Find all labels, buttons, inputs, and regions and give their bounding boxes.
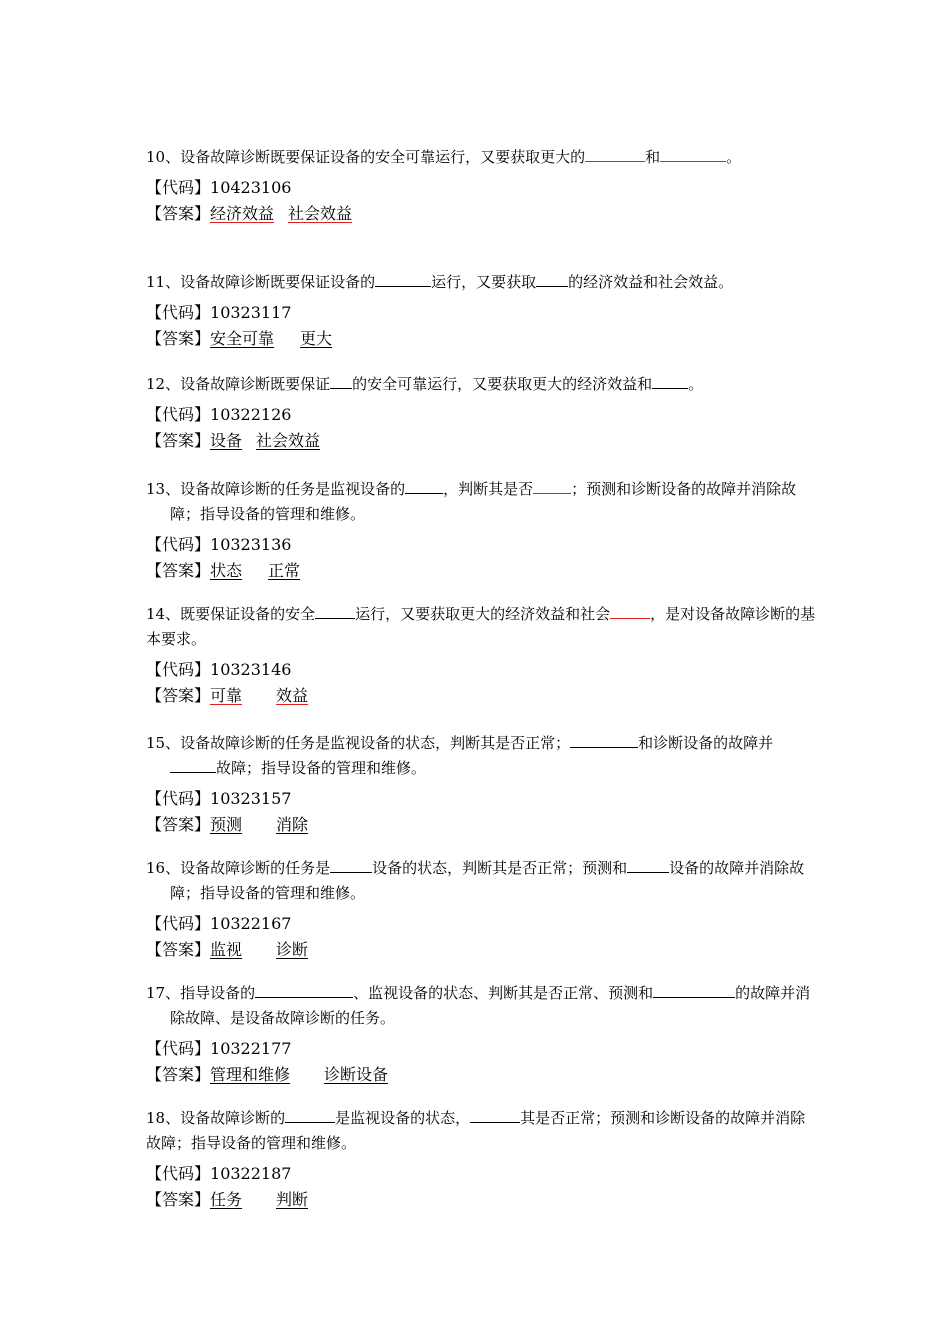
answer-2: 社会效益 [288, 204, 353, 223]
answer-1: 管理和维修 [210, 1065, 291, 1084]
question-10 [146, 145, 816, 227]
answer-line: 【答案】经济效益 社会效益 [146, 204, 353, 223]
question-code: 10322167 [210, 914, 292, 933]
fill-blank [170, 756, 216, 773]
fill-blank [533, 477, 571, 494]
fill-blank [315, 602, 355, 619]
answer-line: 【答案】管理和维修 诊断设备 [146, 1065, 389, 1084]
code-line: 【代码】10423106 [146, 178, 292, 197]
answer-2: 消除 [276, 815, 309, 834]
answer-2: 效益 [276, 686, 309, 705]
answer-1: 预测 [210, 815, 243, 834]
fill-blank [330, 372, 352, 389]
question-code: 10323157 [210, 789, 292, 808]
question-text: 12、设备故障诊断既要保证 的安全可靠运行，又要获取更大的经济效益和 。 [146, 372, 816, 397]
answer-line: 【答案】预测 消除 [146, 815, 309, 834]
answer-line: 【答案】设备 社会效益 [146, 431, 321, 450]
question-13 [146, 477, 816, 584]
fill-blank [570, 731, 638, 748]
question-code: 10323136 [210, 535, 292, 554]
fill-blank [660, 145, 726, 162]
question-code: 10323146 [210, 660, 292, 679]
answer-2: 正常 [268, 561, 301, 580]
code-line: 【代码】10323157 [146, 789, 292, 808]
question-18 [146, 1106, 816, 1213]
fill-blank [470, 1106, 520, 1123]
question-text: 16、设备故障诊断的任务是 设备的状态，判断其是否正常；预测和 设备的故障并消除故障；指导设备的管理和维修。 [146, 856, 816, 906]
answer-2: 判断 [276, 1190, 309, 1209]
fill-blank [330, 856, 372, 873]
answer-1: 任务 [210, 1190, 243, 1209]
answer-2: 诊断 [276, 940, 309, 959]
answer-1: 状态 [210, 561, 243, 580]
fill-blank [585, 145, 645, 162]
answer-1: 设备 [210, 431, 243, 450]
code-line: 【代码】10323136 [146, 535, 292, 554]
code-line: 【代码】10322167 [146, 914, 292, 933]
fill-blank [536, 270, 568, 287]
answer-line: 【答案】监视 诊断 [146, 940, 309, 959]
fill-blank [653, 981, 735, 998]
question-16 [146, 856, 816, 963]
answer-2: 社会效益 [256, 431, 321, 450]
question-code: 10322126 [210, 405, 292, 424]
answer-2: 诊断设备 [324, 1065, 389, 1084]
fill-blank [627, 856, 669, 873]
question-text: 10、设备故障诊断既要保证设备的安全可靠运行，又要获取更大的 和 。 [146, 145, 816, 170]
answer-1: 监视 [210, 940, 243, 959]
answer-1: 安全可靠 [210, 329, 275, 348]
fill-blank [610, 602, 650, 619]
answer-line: 【答案】任务 判断 [146, 1190, 309, 1209]
answer-line: 【答案】安全可靠 更大 [146, 329, 333, 348]
fill-blank [405, 477, 443, 494]
answer-line: 【答案】状态 正常 [146, 561, 301, 580]
question-code: 10323117 [210, 303, 292, 322]
code-line: 【代码】10323117 [146, 303, 292, 322]
answer-line: 【答案】可靠 效益 [146, 686, 309, 705]
question-text: 15、设备故障诊断的任务是监视设备的状态，判断其是否正常； 和诊断设备的故障并故障；指导设备的管理和维修。 [146, 731, 816, 781]
question-code: 10423106 [210, 178, 292, 197]
question-12 [146, 372, 816, 454]
code-line: 【代码】10322126 [146, 405, 292, 424]
fill-blank [375, 270, 431, 287]
question-code: 10322187 [210, 1164, 292, 1183]
question-17 [146, 981, 816, 1088]
code-line: 【代码】10322187 [146, 1164, 292, 1183]
question-15 [146, 731, 816, 838]
answer-1: 可靠 [210, 686, 243, 705]
question-text: 14、既要保证设备的安全 运行，又要获取更大的经济效益和社会 ，是对设备故障诊断的基本要求。 [146, 602, 816, 652]
question-text: 11、设备故障诊断既要保证设备的 运行，又要获取 的经济效益和社会效益。 [146, 270, 816, 295]
question-code: 10322177 [210, 1039, 292, 1058]
question-text: 18、设备故障诊断的 是监视设备的状态， 其是否正常；预测和诊断设备的故障并消除故障；指导设备的管理和维修。 [146, 1106, 816, 1156]
question-text: 17、指导设备的 、监视设备的状态、判断其是否正常、预测和 的故障并消除故障、是设备故障诊断的任务。 [146, 981, 816, 1031]
answer-1: 经济效益 [210, 204, 275, 223]
fill-blank [652, 372, 688, 389]
question-14 [146, 602, 816, 709]
code-line: 【代码】10322177 [146, 1039, 292, 1058]
answer-2: 更大 [300, 329, 333, 348]
code-line: 【代码】10323146 [146, 660, 292, 679]
question-11 [146, 270, 816, 352]
question-text: 13、设备故障诊断的任务是监视设备的 ，判断其是否 ；预测和诊断设备的故障并消除故障；指导设备的管理和维修。 [146, 477, 816, 527]
fill-blank [255, 981, 353, 998]
fill-blank [285, 1106, 335, 1123]
